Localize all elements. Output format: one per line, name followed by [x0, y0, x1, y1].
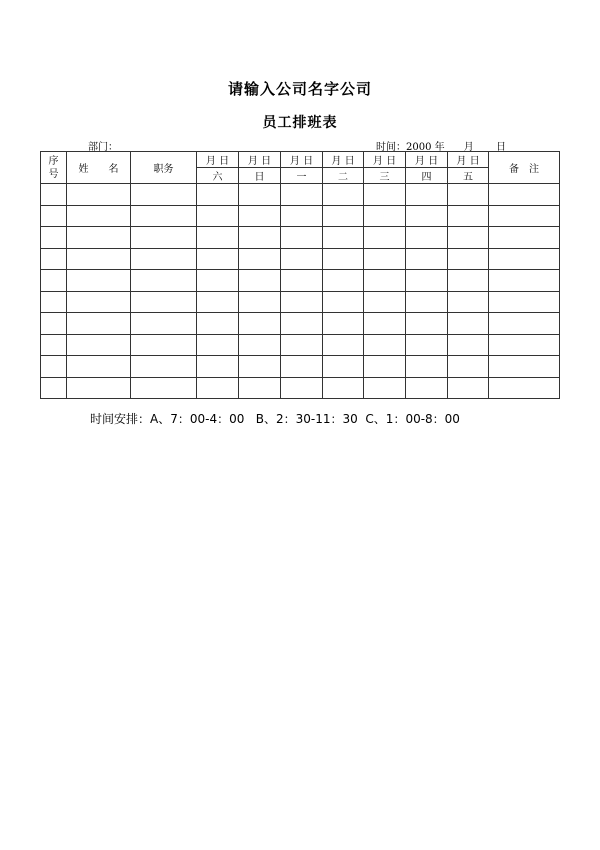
table-cell[interactable] [67, 291, 131, 313]
table-cell[interactable] [364, 184, 406, 206]
weekday-header-tue: 二 [323, 168, 364, 184]
table-cell[interactable] [197, 334, 239, 356]
table-cell[interactable] [41, 377, 67, 399]
table-cell[interactable] [281, 356, 323, 378]
table-cell[interactable] [448, 248, 489, 270]
table-cell[interactable] [406, 313, 448, 335]
table-cell[interactable] [197, 270, 239, 292]
header-row-dates [41, 152, 560, 168]
position-header: 职务 [131, 152, 197, 184]
table-cell[interactable] [281, 205, 323, 227]
table-cell[interactable] [364, 334, 406, 356]
table-cell[interactable] [67, 313, 131, 335]
schedule-table [40, 151, 560, 399]
table-cell[interactable] [364, 227, 406, 249]
table-cell[interactable] [323, 334, 364, 356]
weekday-header-sat: 六 [197, 168, 239, 184]
date-header-3: 月 日 [281, 152, 323, 168]
table-cell[interactable] [239, 184, 281, 206]
table-cell[interactable] [197, 377, 239, 399]
table-cell[interactable] [406, 227, 448, 249]
table-cell[interactable] [406, 270, 448, 292]
table-row [41, 184, 560, 206]
table-cell[interactable] [406, 356, 448, 378]
table-cell[interactable] [489, 291, 560, 313]
table-cell[interactable] [323, 227, 364, 249]
table-cell[interactable] [67, 334, 131, 356]
table-cell[interactable] [131, 248, 197, 270]
table-cell[interactable] [67, 270, 131, 292]
table-cell[interactable] [323, 205, 364, 227]
table-cell[interactable] [489, 205, 560, 227]
table-cell[interactable] [364, 248, 406, 270]
table-cell[interactable] [364, 313, 406, 335]
seq-header-line1: 序 [48, 155, 59, 167]
table-cell[interactable] [197, 313, 239, 335]
table-row [41, 356, 560, 378]
table-cell[interactable] [448, 205, 489, 227]
date-header-6: 月 日 [406, 152, 448, 168]
table-cell[interactable] [406, 334, 448, 356]
weekday-header-wed: 三 [364, 168, 406, 184]
table-cell[interactable] [67, 356, 131, 378]
table-row [41, 291, 560, 313]
table-cell[interactable] [448, 227, 489, 249]
table-cell[interactable] [131, 334, 197, 356]
table-cell[interactable] [489, 227, 560, 249]
table-cell[interactable] [281, 334, 323, 356]
company-title: 请输入公司名字公司 [227, 80, 372, 98]
table-cell[interactable] [448, 313, 489, 335]
table-cell[interactable] [364, 291, 406, 313]
table-cell[interactable] [197, 248, 239, 270]
table-cell[interactable] [364, 377, 406, 399]
table-cell[interactable] [41, 291, 67, 313]
table-cell[interactable] [448, 377, 489, 399]
table-cell[interactable] [239, 205, 281, 227]
table-cell[interactable] [67, 248, 131, 270]
table-row [41, 313, 560, 335]
table-cell[interactable] [239, 377, 281, 399]
table-cell[interactable] [281, 270, 323, 292]
table-cell[interactable] [489, 356, 560, 378]
table-cell[interactable] [448, 270, 489, 292]
table-cell[interactable] [489, 248, 560, 270]
table-cell[interactable] [281, 248, 323, 270]
table-cell[interactable] [131, 377, 197, 399]
schedule-time-note: 时间安排：A、7：00-4：00 B、2：30-11：30 C、1：00-8：00 [90, 412, 460, 426]
table-cell[interactable] [239, 356, 281, 378]
weekday-header-fri: 五 [448, 168, 489, 184]
table-cell[interactable] [67, 205, 131, 227]
table-cell[interactable] [281, 313, 323, 335]
table-cell[interactable] [131, 227, 197, 249]
table-cell[interactable] [281, 227, 323, 249]
table-cell[interactable] [41, 356, 67, 378]
table-cell[interactable] [239, 334, 281, 356]
table-cell[interactable] [364, 270, 406, 292]
table-cell[interactable] [489, 334, 560, 356]
weekday-header-sun: 日 [239, 168, 281, 184]
table-row [41, 334, 560, 356]
table-cell[interactable] [67, 184, 131, 206]
table-cell[interactable] [364, 205, 406, 227]
table-cell[interactable] [131, 291, 197, 313]
table-cell[interactable] [281, 184, 323, 206]
table-cell[interactable] [406, 291, 448, 313]
table-cell[interactable] [323, 184, 364, 206]
table-cell[interactable] [131, 184, 197, 206]
table-cell[interactable] [41, 227, 67, 249]
table-cell[interactable] [323, 313, 364, 335]
table-cell[interactable] [239, 313, 281, 335]
table-cell[interactable] [197, 227, 239, 249]
table-cell[interactable] [448, 356, 489, 378]
table-cell[interactable] [41, 248, 67, 270]
table-cell[interactable] [489, 184, 560, 206]
table-cell[interactable] [323, 248, 364, 270]
date-header-7: 月 日 [448, 152, 489, 168]
date-label: 时间：2000 年 月 日 [376, 142, 506, 153]
table-row [41, 227, 560, 249]
table-cell[interactable] [239, 291, 281, 313]
table-cell[interactable] [41, 205, 67, 227]
table-cell[interactable] [41, 270, 67, 292]
table-row [41, 270, 560, 292]
table-cell[interactable] [131, 205, 197, 227]
table-cell[interactable] [323, 377, 364, 399]
table-cell[interactable] [323, 356, 364, 378]
table-cell[interactable] [131, 313, 197, 335]
table-cell[interactable] [406, 205, 448, 227]
table-cell[interactable] [448, 334, 489, 356]
date-header-2: 月 日 [239, 152, 281, 168]
table-cell[interactable] [323, 291, 364, 313]
name-header: 姓 名 [67, 152, 131, 184]
table-cell[interactable] [67, 227, 131, 249]
table-cell[interactable] [131, 356, 197, 378]
table-cell[interactable] [67, 377, 131, 399]
table-cell[interactable] [197, 184, 239, 206]
table-cell[interactable] [281, 291, 323, 313]
table-cell[interactable] [239, 248, 281, 270]
table-row [41, 377, 560, 399]
table-cell[interactable] [197, 205, 239, 227]
table-cell[interactable] [41, 313, 67, 335]
table-cell[interactable] [448, 184, 489, 206]
table-cell[interactable] [41, 184, 67, 206]
table-cell[interactable] [323, 270, 364, 292]
table-cell[interactable] [131, 270, 197, 292]
seq-header [41, 152, 67, 184]
weekday-header-mon: 一 [281, 168, 323, 184]
table-cell[interactable] [239, 270, 281, 292]
date-header-1: 月 日 [197, 152, 239, 168]
table-cell[interactable] [406, 184, 448, 206]
weekday-header-thu: 四 [406, 168, 448, 184]
department-label: 部门： [88, 142, 118, 153]
table-cell[interactable] [364, 356, 406, 378]
table-cell[interactable] [239, 227, 281, 249]
remark-header: 备 注 [489, 152, 560, 184]
table-cell[interactable] [41, 334, 67, 356]
date-header-5: 月 日 [364, 152, 406, 168]
table-cell[interactable] [197, 291, 239, 313]
table-cell[interactable] [448, 291, 489, 313]
schedule-title: 员工排班表 [262, 115, 338, 131]
table-cell[interactable] [406, 377, 448, 399]
table-cell[interactable] [197, 356, 239, 378]
date-header-4: 月 日 [323, 152, 364, 168]
table-row [41, 205, 560, 227]
table-cell[interactable] [281, 377, 323, 399]
table-cell[interactable] [489, 313, 560, 335]
table-cell[interactable] [406, 248, 448, 270]
table-cell[interactable] [489, 377, 560, 399]
table-cell[interactable] [489, 270, 560, 292]
seq-header-line2: 号 [48, 168, 59, 180]
table-row [41, 248, 560, 270]
